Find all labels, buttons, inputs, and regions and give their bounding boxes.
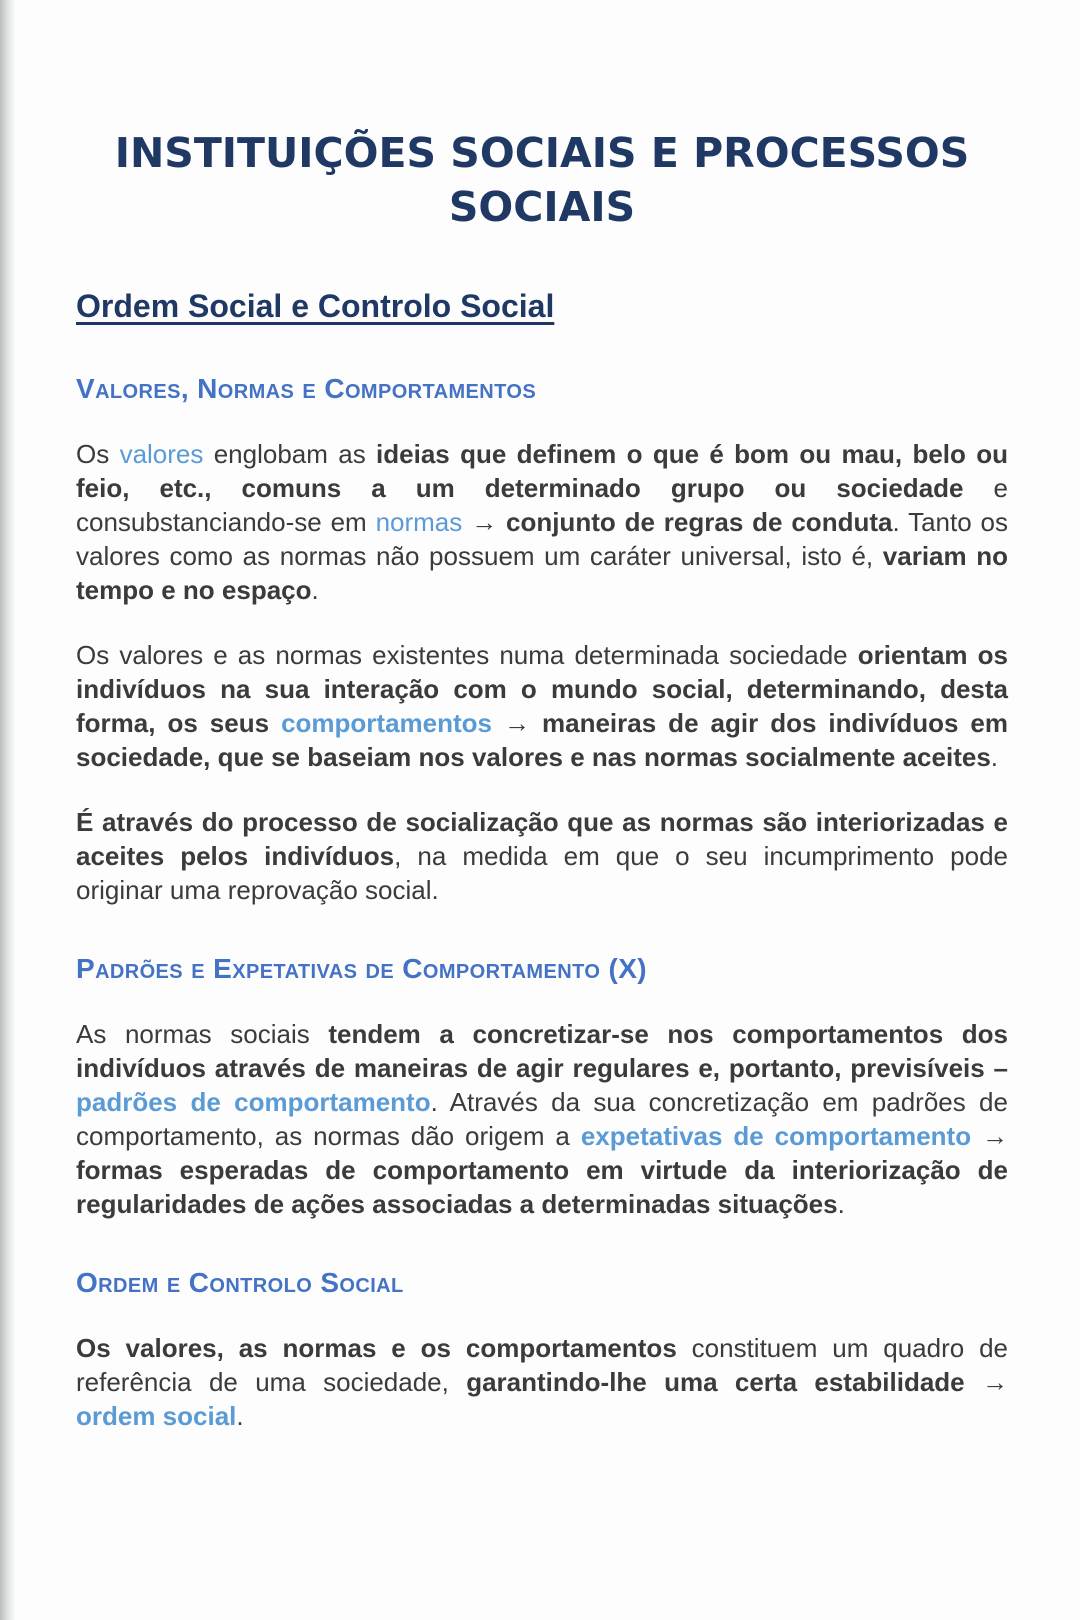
text-run: → <box>462 507 506 538</box>
document-title-line-1: INSTITUIÇÕES SOCIAIS E PROCESSOS <box>114 129 970 177</box>
text-run: e consubstanciando-se em <box>76 473 1008 538</box>
text-run: As normas sociais <box>76 1019 329 1050</box>
text-run: constituem um quadro de referência de uma sociedade, <box>76 1333 1008 1398</box>
document-body <box>76 373 1008 1433</box>
paragraph <box>76 1331 1008 1433</box>
text-run: → formas esperadas de comportamento em virtude da interiorização de regularidades de ações associadas a determinadas situações <box>76 1121 1008 1220</box>
text-run: ordem social <box>76 1401 237 1432</box>
document-title <box>76 126 1008 234</box>
text-run: orientam os indivíduos na sua interação com o mundo social, determinando, desta forma, os seus <box>76 640 1008 739</box>
text-run: valores <box>119 439 204 470</box>
text-run: . Através da sua concretização em padrões de comportamento, as normas dão origem a <box>76 1087 1008 1152</box>
document-title-line-2: SOCIAIS <box>448 183 636 232</box>
text-run: expetativas de comportamento <box>580 1121 972 1152</box>
text-run: . <box>990 742 999 773</box>
text-run: variam no tempo e no espaço <box>76 541 1009 606</box>
paragraph <box>76 805 1008 907</box>
paragraph <box>76 437 1008 607</box>
text-run: É através do processo de socialização que as normas são interiorizadas e aceites pelos indivíduos <box>76 807 1008 872</box>
text-run: comportamentos <box>281 708 492 739</box>
section-subheading: Valores, Normas e Comportamentos <box>76 373 537 405</box>
text-run: → maneiras de agir dos indivíduos em sociedade, que se baseiam nos valores e nas normas socialmente aceites <box>76 708 1009 773</box>
text-run: . Tanto os valores como as normas não possuem um caráter universal, isto é, <box>76 507 1009 572</box>
section-subheading: Padrões e Expetativas de Comportamento (X) <box>76 953 647 985</box>
text-run: , na medida em que o seu incumprimento pode originar uma reprovação social. <box>76 841 1008 906</box>
text-run: . <box>311 575 319 606</box>
text-run: ideias que definem o que é bom ou mau, belo ou feio, etc., comuns a um determinado grupo ou sociedade <box>76 439 1009 504</box>
text-run: Os valores, as normas e os comportamentos <box>76 1333 677 1364</box>
text-run: tendem a concretizar-se nos comportamentos dos indivíduos através de maneiras de agir regulares e, portanto, previsíveis – <box>76 1019 1008 1084</box>
text-run: Os <box>76 439 120 470</box>
text-run: padrões de comportamento <box>76 1087 431 1118</box>
text-run: garantindo-lhe uma certa estabilidade <box>466 1367 965 1398</box>
text-run: . <box>837 1189 845 1220</box>
text-run: englobam as <box>203 439 377 470</box>
text-run: conjunto de regras de conduta <box>505 507 893 538</box>
text-run: . <box>236 1401 244 1432</box>
text-run: Os valores e as normas existentes numa determinada sociedade <box>76 640 858 671</box>
section-subheading: Ordem e Controlo Social <box>76 1267 404 1299</box>
section-heading: Ordem Social e Controlo Social <box>76 288 555 325</box>
paragraph <box>76 1017 1008 1221</box>
text-run: → <box>964 1367 1008 1398</box>
paragraph <box>76 638 1008 774</box>
text-run: normas <box>375 507 463 538</box>
